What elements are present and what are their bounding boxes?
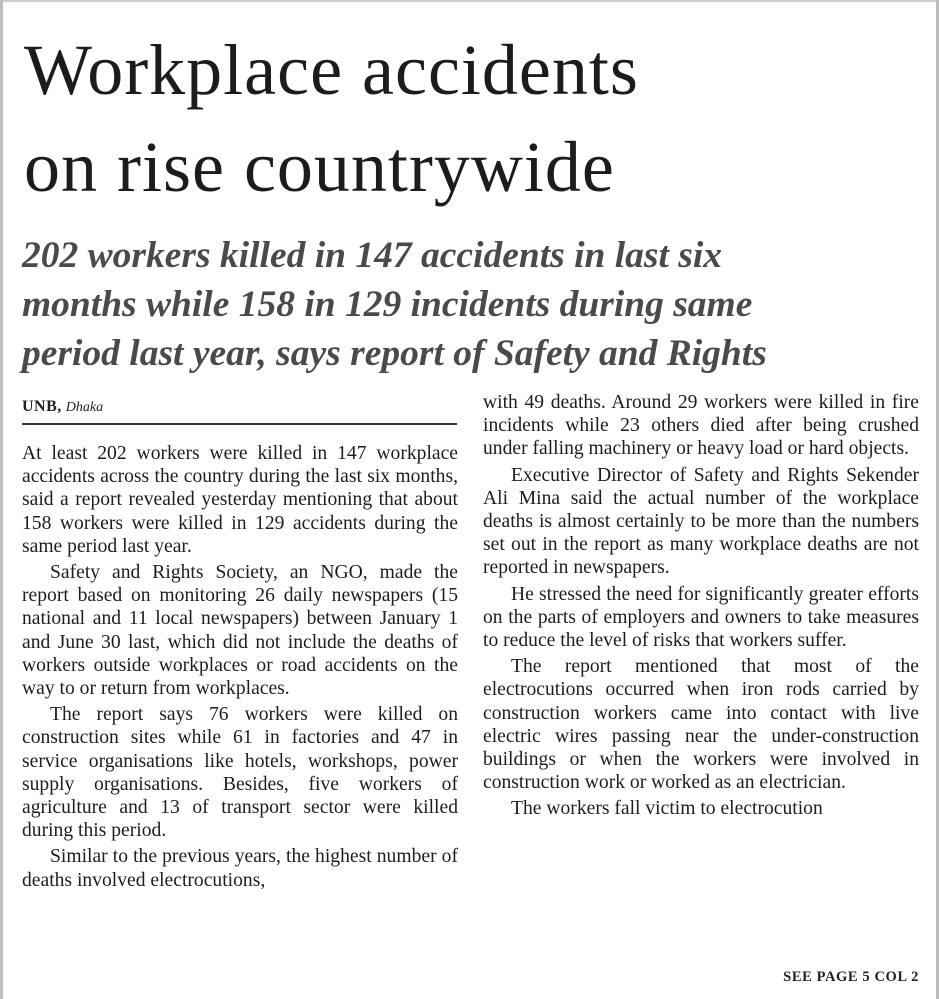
article-column-right (483, 391, 919, 821)
paragraph: The report says 76 workers were killed on construction sites while 61 in factories and 47 in service organisations like hotels, workshops, power supply organisations. Besides, five workers of agriculture and 13 of transport sector were killed during this period. (22, 704, 458, 842)
byline-city: Dhaka (65, 400, 104, 415)
article-subheadline (22, 231, 927, 378)
paragraph: He stressed the need for significantly greater efforts on the parts of employers and owners to take measures to reduce the level of risks that workers suffer. (483, 583, 919, 652)
article-headline (24, 22, 929, 216)
headline-line-2: on rise countrywide (24, 127, 615, 207)
article-column-left (22, 442, 458, 892)
paragraph: Safety and Rights Society, an NGO, made the report based on monitoring 26 daily newspapers (15 national and 11 local newspapers) between January 1 and June 30 last, which did not include the deaths of workers outside workplaces or road accidents on the way to or return from workplaces. (22, 562, 458, 700)
subheadline-line-3: period last year, says report of Safety and Rights (22, 333, 767, 374)
paragraph: The report mentioned that most of the electrocutions occurred when iron rods carried by construction workers came into contact with live electric wires passing near the under-construction buildings or when the workers were involved in construction work or worked as an electrician. (483, 656, 919, 794)
clipping-left-border (0, 0, 3, 999)
paragraph: At least 202 workers were killed in 147 workplace accidents across the country during the last six months, said a report revealed yesterday mentioning that about 158 workers were killed in 129 accidents during the same period last year. (22, 443, 458, 557)
subheadline-line-1: 202 workers killed in 147 accidents in last six (22, 235, 723, 276)
byline-divider (22, 423, 457, 425)
paragraph: The workers fall victim to electrocution (511, 798, 823, 820)
paragraph: with 49 deaths. Around 29 workers were killed in fire incidents while 23 others died after being crushed under falling machinery or heavy load or hard objects. (483, 392, 919, 460)
clipping-top-border (0, 0, 939, 2)
headline-line-1: Workplace accidents (24, 30, 639, 110)
subheadline-line-2: months while 158 in 129 incidents during same (22, 284, 753, 325)
continued-jump-line: SEE PAGE 5 COL 2 (783, 969, 919, 985)
paragraph: Executive Director of Safety and Rights Sekender Ali Mina said the actual number of the workplace deaths is almost certainly to be more than the numbers set out in the report as many workplace deaths are not reported in newspapers. (483, 464, 919, 579)
byline-agency: UNB, (22, 398, 62, 415)
paragraph: Similar to the previous years, the highest number of deaths involved electrocutions, (22, 846, 458, 891)
byline (22, 397, 103, 418)
